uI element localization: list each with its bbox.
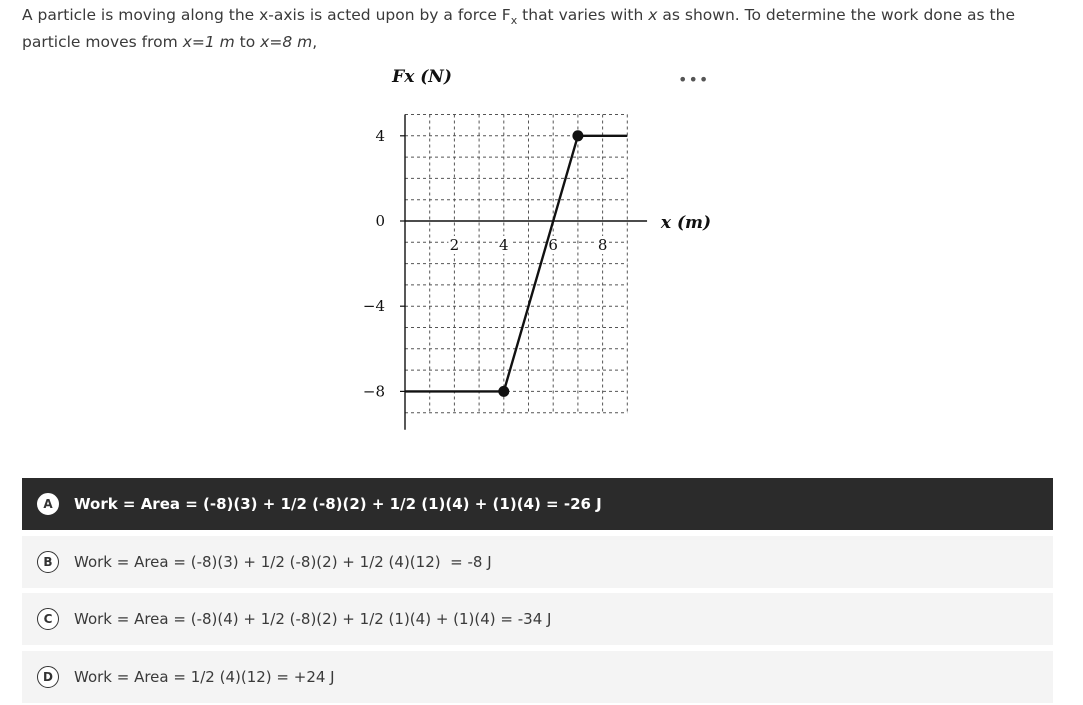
data-point-marker: [572, 130, 583, 141]
x-tick-label: 8: [597, 236, 608, 254]
more-options-icon[interactable]: •••: [678, 70, 710, 89]
x-tick-label: 4: [499, 236, 509, 254]
question-part4: to: [234, 33, 261, 51]
y-tick-label: 0: [375, 212, 385, 230]
question-part5: ,: [312, 33, 318, 51]
option-text: Work = Area = (-8)(4) + 1/2 (-8)(2) + 1/2 (1)(4) + (1)(4) = -34 J: [74, 610, 552, 628]
chart-grid: [405, 115, 627, 413]
question-range-start: x=1 m: [182, 33, 235, 51]
chart-axes: [400, 115, 647, 430]
force-chart-svg: [340, 58, 740, 438]
y-tick-label: −4: [362, 297, 385, 316]
option-letter-badge: A: [37, 493, 59, 515]
question-part1: A particle is moving along the x-axis is acted upon by a force F: [22, 6, 511, 24]
option-letter-badge: B: [37, 551, 59, 573]
question-range-end: x=8 m: [260, 33, 313, 51]
y-axis-label: Fx (N): [392, 67, 452, 87]
force-graph: [340, 58, 740, 438]
x-axis-label: x (m): [660, 213, 712, 233]
option-letter-badge: C: [37, 608, 59, 630]
question-variable: x: [648, 6, 658, 24]
answer-option-a[interactable]: [22, 478, 1053, 530]
y-tick-label: 4: [375, 126, 385, 145]
question-part3: as shown. To determine the work done as the particle moves from: [22, 6, 1015, 51]
x-tick-label: 2: [449, 236, 460, 254]
option-text: Work = Area = (-8)(3) + 1/2 (-8)(2) + 1/2 (4)(12) = -8 J: [74, 553, 492, 571]
answer-option-c[interactable]: [22, 593, 1053, 645]
x-tick-label: 6: [548, 236, 558, 254]
option-letter-badge: D: [37, 666, 59, 688]
option-text: Work = Area = (-8)(3) + 1/2 (-8)(2) + 1/2 (1)(4) + (1)(4) = -26 J: [74, 495, 602, 513]
question-part2: that varies with: [517, 6, 649, 24]
answer-option-d[interactable]: [22, 651, 1053, 703]
answer-option-b[interactable]: [22, 536, 1053, 588]
option-text: Work = Area = 1/2 (4)(12) = +24 J: [74, 668, 335, 686]
data-point-marker: [498, 386, 509, 397]
y-tick-label: −8: [362, 382, 385, 401]
question-subscript: x: [510, 14, 518, 28]
question-text: [22, 2, 1062, 56]
